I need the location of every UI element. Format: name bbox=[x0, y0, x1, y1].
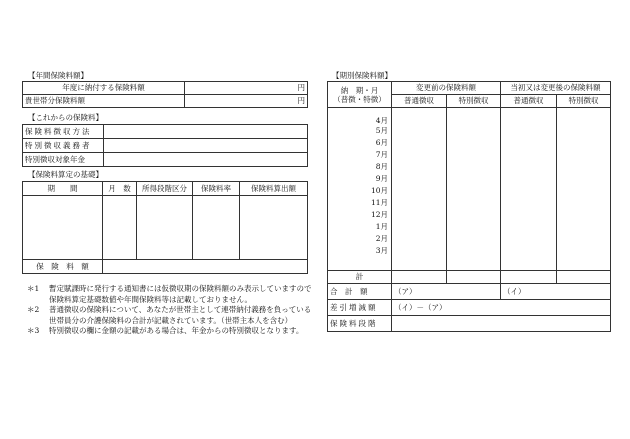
monthly-total-row bbox=[328, 284, 611, 300]
annual-year-unit: 円 bbox=[185, 82, 308, 95]
note-mark: ＊2 bbox=[27, 305, 40, 314]
annual-heading: 【年間保険料額】 bbox=[28, 71, 88, 80]
month-row bbox=[328, 209, 611, 221]
note-text: 暫定賦課時に発行する通知書には仮徴収期の保険料額のみ表示していますので保険料算定基礎数値や年間保険料等は記載しておりません。 bbox=[49, 284, 312, 304]
month-row bbox=[328, 125, 611, 137]
annual-row-household bbox=[23, 95, 308, 108]
monthly-sum-row bbox=[328, 271, 611, 284]
note-mark: ＊1 bbox=[27, 284, 40, 293]
monthly-total-label: 合 計 額 bbox=[328, 284, 392, 300]
monthly-sub-special: 特別徴収 bbox=[447, 95, 501, 108]
annual-household-prefix: 貴 bbox=[25, 96, 33, 105]
monthly-diff-formula: （イ）－（ア） bbox=[392, 300, 611, 316]
month-row bbox=[328, 161, 611, 173]
monthly-sub-ordinary: 普通徴収 bbox=[392, 95, 447, 108]
month-row bbox=[328, 221, 611, 233]
basis-body-row bbox=[23, 196, 308, 260]
month-label: 7月 bbox=[328, 149, 392, 161]
basis-total-row bbox=[23, 260, 308, 274]
month-row bbox=[328, 197, 611, 209]
month-row bbox=[328, 185, 611, 197]
note-1 bbox=[27, 284, 312, 305]
month-row bbox=[328, 137, 611, 149]
month-label: 6月 bbox=[328, 137, 392, 149]
monthly-stage-row bbox=[328, 316, 611, 332]
monthly-col-period-sub: （普徴・特徴） bbox=[333, 94, 386, 104]
monthly-sum-label: 計 bbox=[328, 271, 392, 284]
month-row bbox=[328, 173, 611, 185]
monthly-diff-row bbox=[328, 300, 611, 316]
month-label: 4月 bbox=[328, 108, 392, 126]
future-row bbox=[23, 125, 308, 139]
monthly-table bbox=[327, 81, 611, 332]
monthly-header-row bbox=[328, 82, 611, 95]
basis-col-calc: 保険料算出額 bbox=[240, 182, 308, 196]
note-text: 特別徴収の欄に金額の記載がある場合は、年金からの特別徴収となります。 bbox=[49, 326, 304, 335]
monthly-col-before: 変更前の保険料額 bbox=[392, 82, 501, 95]
basis-col-income: 所得段階区分 bbox=[137, 182, 193, 196]
basis-col-month: 月 数 bbox=[103, 182, 137, 196]
monthly-months bbox=[328, 108, 611, 271]
month-label: 5月 bbox=[328, 125, 392, 137]
annual-household-unit: 円 bbox=[185, 95, 308, 108]
month-row-blank bbox=[328, 257, 611, 271]
month-row bbox=[328, 233, 611, 245]
month-label: 1月 bbox=[328, 221, 392, 233]
month-label: 9月 bbox=[328, 173, 392, 185]
basis-col-period: 期 間 bbox=[23, 182, 103, 196]
monthly-col-period-label: 納 期・月 bbox=[340, 85, 379, 95]
future-label-method: 保険料徴収方法 bbox=[23, 125, 104, 139]
month-row bbox=[328, 149, 611, 161]
note-text: 普通徴収の保険料について、あなたが世帯主として連帯納付義務を負っている世帯員分の介護保険料の合計が記載されています。（世帯主本人を含む） bbox=[49, 305, 312, 325]
annual-household-label: 世帯分保険料額 bbox=[32, 96, 85, 105]
month-label: 2月 bbox=[328, 233, 392, 245]
basis-col-rate: 保険料率 bbox=[193, 182, 240, 196]
monthly-heading: 【期別保険料額】 bbox=[332, 71, 392, 80]
basis-header-row bbox=[23, 182, 308, 196]
month-label: 10月 bbox=[328, 185, 392, 197]
annual-row-year bbox=[23, 82, 308, 95]
future-table bbox=[22, 124, 308, 167]
future-row bbox=[23, 139, 308, 153]
monthly-total-a: （ア） bbox=[392, 284, 501, 300]
future-label-pension: 特別徴収対象年金 bbox=[23, 153, 104, 167]
monthly-stage-label: 保険料段階 bbox=[328, 316, 392, 332]
annual-year-label: 年度に納付する保険料額 bbox=[23, 82, 185, 95]
month-label: 3月 bbox=[328, 245, 392, 257]
monthly-diff-label: 差引増減額 bbox=[328, 300, 392, 316]
notes bbox=[27, 284, 312, 337]
monthly-col-after: 当初又は変更後の保険料額 bbox=[501, 82, 611, 95]
monthly-sub-special: 特別徴収 bbox=[557, 95, 611, 108]
note-2 bbox=[27, 305, 312, 326]
note-3 bbox=[27, 326, 312, 337]
month-row bbox=[328, 245, 611, 257]
basis-table bbox=[22, 181, 308, 274]
note-mark: ＊3 bbox=[27, 326, 40, 335]
month-label: 12月 bbox=[328, 209, 392, 221]
month-row bbox=[328, 108, 611, 126]
monthly-sub-ordinary: 普通徴収 bbox=[501, 95, 557, 108]
future-label-obligor: 特別徴収義務者 bbox=[23, 139, 104, 153]
future-row bbox=[23, 153, 308, 167]
month-label: 8月 bbox=[328, 161, 392, 173]
basis-total-label: 保 険 料 額 bbox=[23, 260, 103, 274]
annual-table bbox=[22, 81, 308, 108]
monthly-total-i: （イ） bbox=[501, 284, 611, 300]
monthly-col-period bbox=[328, 82, 392, 108]
basis-heading: 【保険料算定の基礎】 bbox=[28, 170, 103, 179]
month-label: 11月 bbox=[328, 197, 392, 209]
future-heading: 【これからの保険料】 bbox=[28, 113, 103, 122]
